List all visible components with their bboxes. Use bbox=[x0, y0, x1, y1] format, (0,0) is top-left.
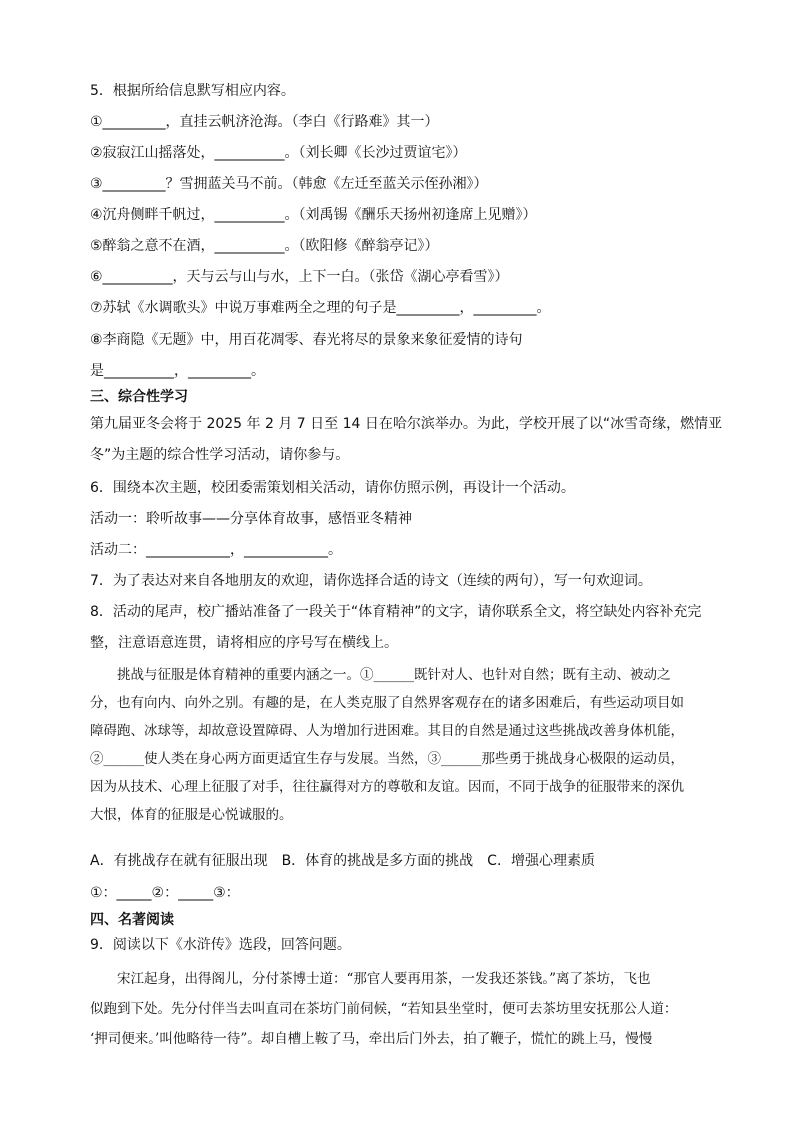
q5-item-1: ①_________，直挂云帆济沧海。（李白《行路难》其一） bbox=[90, 114, 439, 130]
q6-blank: 活动二：____________，____________。 bbox=[90, 542, 342, 558]
q8-title-line-2: 整，注意语意连贯，请将相应的序号写在横线上。 bbox=[90, 635, 398, 651]
section3-heading: 三、综合性学习 bbox=[90, 389, 188, 405]
q9-passage-line-1: 宋江起身，出得阁儿，分付茶博士道：“那官人要再用茶，一发我还茶钱。”离了茶坊，飞也 bbox=[117, 971, 651, 987]
q5-item-4: ④沉舟侧畔千帆过，__________。（刘禹锡《酬乐天扬州初逢席上见赠》） bbox=[90, 207, 537, 223]
q5-item-8-cont: 是__________，_________。 bbox=[90, 363, 265, 379]
q5-item-7: ⑦苏轼《水调歌头》中说万事难两全之理的句子是_________，_________。 bbox=[90, 300, 551, 316]
q5-item-3: ③_________？雪拥蓝关马不前。（韩愈《左迁至蓝关示侄孙湘》） bbox=[90, 176, 488, 192]
section3-intro-line-2: 冬”为主题的综合性学习活动，请你参与。 bbox=[90, 447, 350, 463]
q8-answer-line: ①：_____②：_____③： bbox=[90, 885, 240, 901]
q9-passage-line-2: 似跑到下处。先分付伴当去叫直司在茶坊门前伺候，“若知县坐堂时，便可去茶坊里安抚那公人道： bbox=[90, 1001, 678, 1017]
q8-passage-line-6: 大恨，体育的征服是心悦诚服的。 bbox=[90, 807, 293, 823]
q8-passage-line-1: 挑战与征服是体育精神的重要内涵之一。①______既针对人、也针对自然；既有主动、被动之 bbox=[117, 667, 671, 683]
q5-item-6: ⑥__________，天与云与山与水，上下一白。（张岱《湖心亭看雪》） bbox=[90, 269, 509, 285]
q9-title: 9．阅读以下《水浒传》选段，回答问题。 bbox=[90, 937, 351, 953]
section4-heading: 四、名著阅读 bbox=[90, 912, 174, 928]
q5-item-8: ⑧李商隐《无题》中，用百花凋零、春光将尽的景象来象征爱情的诗句 bbox=[90, 332, 523, 348]
q8-passage bbox=[90, 661, 706, 829]
q8-passage-line-4: ②______使人类在身心两方面更适宜生存与发展。当然，③______那些勇于挑战身心极限的运动员， bbox=[90, 751, 684, 767]
q6-title: 6．围绕本次主题，校团委需策划相关活动，请你仿照示例，再设计一个活动。 bbox=[90, 480, 575, 496]
q6-example: 活动一：聆听故事——分享体育故事，感悟亚冬精神 bbox=[90, 511, 412, 527]
q5-item-2: ②寂寂江山摇落处，__________。（刘长卿《长沙过贾谊宅》） bbox=[90, 145, 467, 161]
q5-item-5: ⑤醉翁之意不在酒，__________。（欧阳修《醉翁亭记》） bbox=[90, 238, 439, 254]
section3-intro-line-1: 第九届亚冬会将于 2025 年 2 月 7 日至 14 日在哈尔滨举办。为此，学校开展了以“冰雪奇缘，燃情亚 bbox=[90, 416, 723, 432]
q9-passage bbox=[90, 964, 706, 1054]
q8-options: A．有挑战存在就有征服出现 B．体育的挑战是多方面的挑战 C．增强心理素质 bbox=[90, 853, 595, 869]
q8-title-line-1: 8．活动的尾声，校广播站准备了一段关于“体育精神”的文字，请你联系全文，将空缺处内容补充完 bbox=[90, 604, 702, 620]
q8-passage-line-2: 分，也有向内、向外之别。有趣的是，在人类克服了自然界客观存在的诸多困难后，有些运动项目如 bbox=[90, 695, 684, 711]
q7-title: 7．为了表达对来自各地朋友的欢迎，请你选择合适的诗文（连续的两句），写一句欢迎词。 bbox=[90, 573, 652, 589]
q9-passage-line-3: ‘押司便来。’叫他略待一待”。却自槽上鞍了马，牵出后门外去，拍了鞭子，慌忙的跳上马，慢慢 bbox=[90, 1031, 653, 1047]
q5-title: 5．根据所给信息默写相应内容。 bbox=[90, 83, 295, 99]
q8-passage-line-3: 障碍跑、冰球等，却故意设置障碍、人为增加行进困难。其目的自然是通过这些挑战改善身体机能， bbox=[90, 723, 684, 739]
q8-passage-line-5: 因为从技术、心理上征服了对手，往往赢得对方的尊敬和友谊。因而，不同于战争的征服带来的深仇 bbox=[90, 779, 684, 795]
